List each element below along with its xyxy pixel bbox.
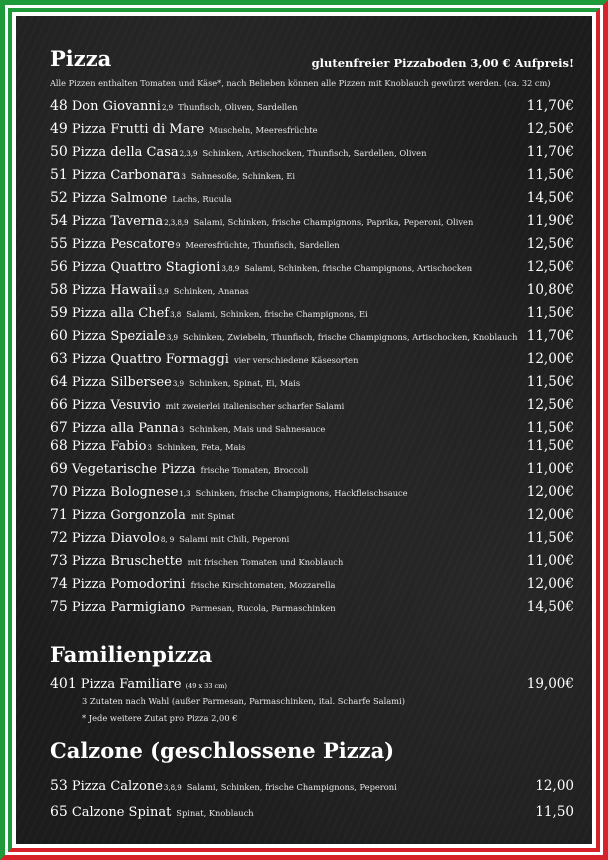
item-number: 68 [50, 438, 68, 454]
item-price: 11,70€ [526, 98, 574, 114]
item-price: 12,00€ [526, 576, 574, 592]
familienpizza-section-title: Familienpizza [50, 642, 213, 667]
menu-item-55 [50, 236, 574, 256]
item-number: 48 [50, 98, 68, 114]
item-price: 12,50€ [526, 259, 574, 275]
item-name: Pizza Parmigiano [71, 600, 186, 615]
item-name: Pizza Carbonara [71, 168, 181, 183]
item-price: 11,50€ [526, 167, 574, 183]
allergen-refs: 3 [181, 173, 186, 181]
item-number: 56 [50, 259, 68, 275]
item-name: Pizza Bruschette [71, 554, 183, 569]
menu-item-71 [50, 507, 574, 527]
item-number: 65 [50, 804, 68, 820]
item-name: Pizza Diavolo [71, 531, 160, 546]
item-description: Schinken, Ananas [173, 286, 249, 296]
item-name: Pizza Fabio [71, 439, 147, 454]
menu-item-65 [50, 804, 574, 824]
item-number: 71 [50, 507, 68, 523]
pizza-section-title: Pizza [50, 46, 112, 71]
item-price: 11,00€ [526, 461, 574, 477]
familienpizza-rule-2: * Jede weitere Zutat pro Pizza 2,00 € [82, 713, 238, 723]
item-price: 11,90€ [526, 213, 574, 229]
item-price: 12,50€ [526, 397, 574, 413]
menu-item-51 [50, 167, 574, 187]
item-number: 50 [50, 144, 68, 160]
item-description: Thunfisch, Oliven, Sardellen [178, 102, 298, 112]
item-number: 64 [50, 374, 68, 390]
menu-item-69 [50, 461, 574, 481]
item-description: Parmesan, Rucola, Parmaschinken [190, 603, 336, 613]
item-number: 51 [50, 167, 68, 183]
item-number: 73 [50, 553, 68, 569]
item-description: Salami, Schinken, frische Champignons, Artischocken [244, 263, 473, 273]
chalkboard-menu [16, 16, 592, 844]
item-number: 60 [50, 328, 68, 344]
menu-item-74 [50, 576, 574, 596]
menu-item-58 [50, 282, 574, 302]
menu-item-64 [50, 374, 574, 394]
item-number: 58 [50, 282, 68, 298]
item-description: mit zweierlei italienischer scharfer Salami [165, 401, 345, 411]
item-description: Schinken, frische Champignons, Hackfleischsauce [195, 488, 408, 498]
item-price: 19,00€ [526, 676, 574, 692]
item-size-note: (49 x 33 cm) [185, 682, 227, 690]
item-name: Pizza Frutti di Mare [71, 122, 205, 137]
item-description: frische Tomaten, Broccoli [200, 465, 309, 475]
item-price: 10,80€ [526, 282, 574, 298]
item-number: 63 [50, 351, 68, 367]
menu-item-67 [50, 420, 574, 440]
menu-item-68 [50, 438, 574, 458]
item-description: mit frischen Tomaten und Knoblauch [187, 557, 344, 567]
item-price: 14,50€ [526, 599, 574, 615]
menu-item-75 [50, 599, 574, 619]
gluten-free-note: glutenfreier Pizzaboden 3,00 € Aufpreis! [311, 56, 574, 70]
item-description: Salami, Schinken, frische Champignons, Paprika, Peperoni, Oliven [193, 217, 474, 227]
allergen-refs: 3,8,9 [221, 265, 240, 273]
menu-item-73 [50, 553, 574, 573]
item-number: 52 [50, 190, 68, 206]
allergen-refs: 3,8,9 [163, 784, 182, 792]
item-number: 54 [50, 213, 68, 229]
item-description: vier verschiedene Käsesorten [233, 355, 359, 365]
item-price: 12,00 [535, 778, 574, 794]
item-name: Pizza Pomodorini [71, 577, 186, 592]
item-number: 66 [50, 397, 68, 413]
item-description: Salami mit Chili, Peperoni [179, 534, 290, 544]
item-description: Salami, Schinken, frische Champignons, Ei [186, 309, 368, 319]
item-name: Pizza alla Chef [71, 306, 170, 321]
item-name: Pizza Quattro Formaggi [71, 352, 229, 367]
item-number: 69 [50, 461, 68, 477]
item-description: Sahnesoße, Schinken, Ei [190, 171, 296, 181]
item-name: Pizza alla Panna [71, 421, 179, 436]
item-description: Schinken, Zwiebeln, Thunfisch, frische Champignons, Artischocken, Knoblauch [182, 332, 518, 342]
item-number: 53 [50, 778, 68, 794]
menu-item-60 [50, 328, 574, 348]
item-price: 12,50€ [526, 236, 574, 252]
menu-item-53 [50, 778, 574, 798]
allergen-refs: 3 [147, 444, 152, 452]
pizza-intro: Alle Pizzen enthalten Tomaten und Käse*, nach Belieben können alle Pizzen mit Knoblauch gewürzt werden. (ca. 32 cm) [50, 78, 551, 88]
menu-item-56 [50, 259, 574, 279]
familienpizza-rule-1: 3 Zutaten nach Wahl (außer Parmesan, Parmaschinken, ital. Scharfe Salami) [82, 696, 405, 706]
item-description: frische Kirschtomaten, Mozzarella [190, 580, 336, 590]
menu-item-48 [50, 98, 574, 118]
menu-item-401 [50, 676, 574, 696]
item-name: Pizza Silbersee [71, 375, 172, 390]
item-price: 11,50€ [526, 438, 574, 454]
item-number: 55 [50, 236, 68, 252]
item-description: Meeresfrüchte, Thunfisch, Sardellen [185, 240, 340, 250]
item-price: 11,00€ [526, 553, 574, 569]
item-description: Schinken, Feta, Mais [156, 442, 246, 452]
item-name: Pizza della Casa [71, 145, 179, 160]
item-description: Salami, Schinken, frische Champignons, Peperoni [186, 782, 397, 792]
allergen-refs: 3,9 [166, 334, 178, 342]
item-price: 12,50€ [526, 121, 574, 137]
item-price: 11,50€ [526, 530, 574, 546]
item-price: 12,00€ [526, 507, 574, 523]
item-price: 11,50 [535, 804, 574, 820]
item-name: Pizza Vesuvio [71, 398, 161, 413]
allergen-refs: 2,3,9 [179, 150, 198, 158]
item-number: 67 [50, 420, 68, 436]
menu-item-72 [50, 530, 574, 550]
allergen-refs: 2,3,8,9 [164, 219, 189, 227]
item-number: 74 [50, 576, 68, 592]
item-description: Schinken, Spinat, Ei, Mais [188, 378, 301, 388]
allergen-refs: 3 [179, 426, 185, 434]
menu-item-52 [50, 190, 574, 210]
item-price: 11,70€ [526, 328, 574, 344]
item-name: Pizza Salmone [71, 191, 168, 206]
item-name: Pizza Hawaii [71, 283, 157, 298]
item-name: Pizza Quattro Stagioni [71, 260, 221, 275]
item-number: 59 [50, 305, 68, 321]
menu-item-70 [50, 484, 574, 504]
item-name: Pizza Taverna [71, 214, 164, 229]
allergen-refs: 2,9 [161, 104, 174, 112]
menu-item-63 [50, 351, 574, 371]
item-price: 14,50€ [526, 190, 574, 206]
allergen-refs: 3,8 [170, 311, 182, 319]
item-number: 72 [50, 530, 68, 546]
item-price: 11,70€ [526, 144, 574, 160]
item-description: Schinken, Mais und Sahnesauce [189, 424, 326, 434]
item-price: 12,00€ [526, 351, 574, 367]
allergen-refs: 3,9 [172, 380, 184, 388]
menu-item-54 [50, 213, 574, 233]
menu-item-66 [50, 397, 574, 417]
item-number: 75 [50, 599, 68, 615]
item-description: Spinat, Knoblauch [176, 808, 254, 818]
allergen-refs: 9 [175, 242, 181, 250]
item-name: Pizza Speziale [71, 329, 166, 344]
item-name: Pizza Bolognese [71, 485, 179, 500]
item-name: Don Giovanni [71, 99, 161, 114]
item-description: Lachs, Rucula [172, 194, 232, 204]
menu-item-59 [50, 305, 574, 325]
item-number: 70 [50, 484, 68, 500]
item-description: mit Spinat [190, 511, 235, 521]
item-price: 11,50€ [526, 374, 574, 390]
item-name: Calzone Spinat [71, 805, 172, 820]
item-price: 11,50€ [526, 420, 574, 436]
item-name: Pizza Familiare [80, 677, 182, 692]
allergen-refs: 3,9 [157, 288, 169, 296]
allergen-refs: 8, 9 [160, 536, 175, 544]
item-name: Vegetarische Pizza [71, 462, 196, 477]
menu-item-50 [50, 144, 574, 164]
allergen-refs: 1,3 [179, 490, 191, 498]
item-description: Muscheln, Meeresfrüchte [209, 125, 318, 135]
item-name: Pizza Pescatore [71, 237, 175, 252]
item-price: 11,50€ [526, 305, 574, 321]
menu-item-49 [50, 121, 574, 141]
item-name: Pizza Calzone [71, 779, 163, 794]
item-price: 12,00€ [526, 484, 574, 500]
item-name: Pizza Gorgonzola [71, 508, 186, 523]
calzone-section-title: Calzone (geschlossene Pizza) [50, 738, 395, 763]
item-number: 49 [50, 121, 68, 137]
item-description: Schinken, Artischocken, Thunfisch, Sardellen, Oliven [202, 148, 427, 158]
item-number: 401 [50, 676, 77, 692]
